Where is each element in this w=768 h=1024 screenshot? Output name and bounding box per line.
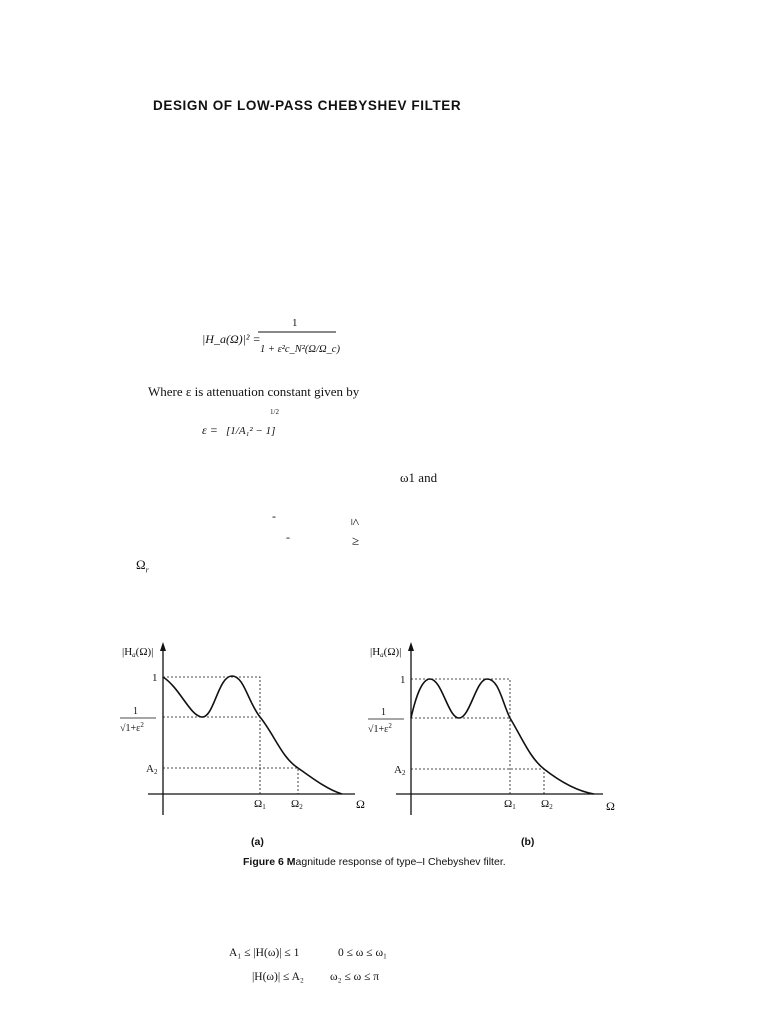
page-title: DESIGN OF LOW-PASS CHEBYSHEV FILTER (153, 98, 462, 113)
x-tick-omega2: Ω2 (291, 798, 303, 811)
equation-lhs: |H_a(Ω)|² = (202, 332, 261, 346)
omega-r-subscript: r (145, 565, 149, 575)
stopband-line (163, 768, 298, 794)
y-axis-arrow (160, 642, 166, 651)
x-tick-omega1: Ω1 (504, 798, 516, 811)
spec-line-1-left: A₁ ≤ |H(ω)| ≤ 1 (229, 947, 300, 959)
response-curve (163, 676, 342, 794)
epsilon-equation (196, 404, 306, 452)
equation-numerator: 1 (292, 317, 298, 329)
y-tick-ripple-num: 1 (133, 706, 138, 717)
omega1-fragment: ω1 and (400, 470, 438, 485)
passband-box (411, 679, 510, 794)
figure-caption-bold: Figure 6 M (243, 856, 296, 868)
y-tick-ripple-num: 1 (381, 707, 386, 718)
geq-symbol: ≥ (352, 533, 360, 548)
spec-line-2-right: ω₂ ≤ ω ≤ π (330, 971, 380, 983)
y-axis-label: |Ha(Ω)| (122, 646, 154, 659)
magnitude-plot-a (110, 640, 380, 830)
omega-r-symbol: Ω (136, 557, 146, 572)
x-axis-label: Ω (606, 799, 615, 813)
omega-r-fragment (136, 557, 149, 575)
panel-label-b: (b) (521, 836, 535, 848)
magnitude-plot-b (358, 640, 628, 830)
y-tick-ripple-den: $√1+\varepsilon^2$ (120, 721, 144, 734)
stopband-line (411, 769, 544, 794)
y-tick-a2: A2 (146, 763, 158, 776)
x-tick-omega2: Ω2 (541, 798, 553, 811)
figure-caption (243, 856, 506, 868)
panel-label-a: (a) (251, 836, 264, 848)
spec-line-1-right: 0 ≤ ω ≤ ω₁ (338, 947, 388, 959)
dash-fragment-2: - (286, 530, 290, 544)
y-tick-1: 1 (152, 672, 158, 684)
response-curve (411, 679, 594, 794)
magnitude-squared-equation (196, 312, 346, 370)
y-axis-arrow (408, 642, 414, 651)
y-axis-label: |Ha(Ω)| (370, 646, 402, 659)
y-tick-1: 1 (400, 674, 406, 686)
y-tick-a2: A2 (394, 764, 406, 777)
y-tick-ripple-den: $√1+\varepsilon^2$ (368, 722, 392, 735)
epsilon-body: [1/A₁² − 1] (226, 425, 276, 437)
epsilon-exponent: 1/2 (270, 408, 279, 416)
attenuation-text: Where ε is attenuation constant given by (148, 384, 360, 399)
passband-box (163, 677, 260, 794)
dash-fragment-1: - (272, 509, 276, 523)
equation-denominator: 1 + ε²c_N²(Ω/Ω_c) (260, 344, 340, 355)
x-tick-omega1: Ω1 (254, 798, 266, 811)
x-axis-label: Ω (356, 797, 365, 811)
spec-line-2-left: |H(ω)| ≤ A₂ (252, 971, 304, 983)
epsilon-lhs: ε = (202, 423, 218, 437)
figure-caption-rest: agnitude response of type–I Chebyshev filter. (295, 856, 506, 868)
leq-symbol: ≤ (348, 518, 364, 526)
